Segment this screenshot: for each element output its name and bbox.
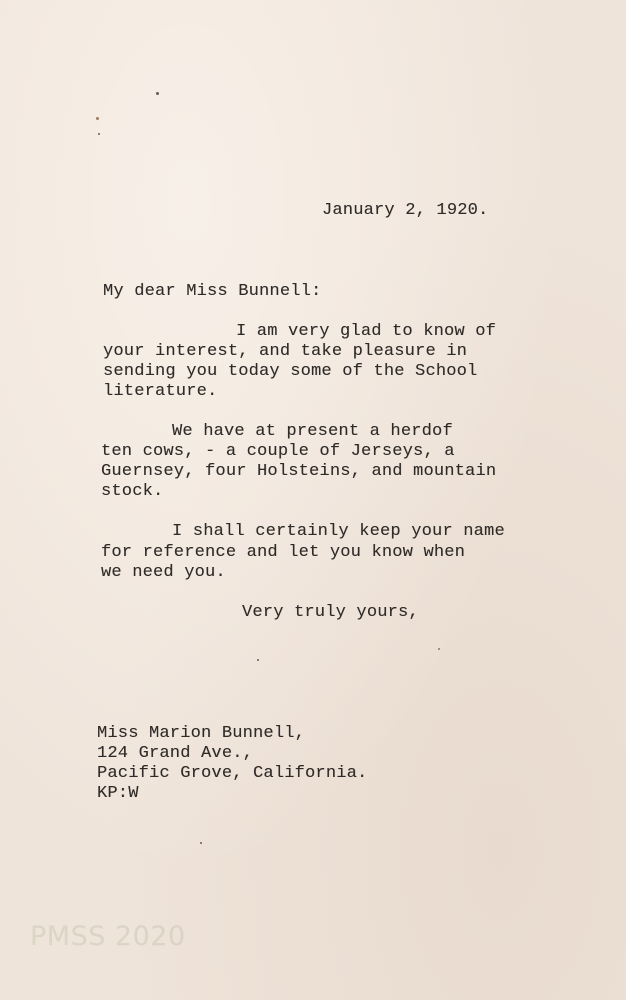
letter-date: January 2, 1920. bbox=[322, 201, 489, 220]
closing: Very truly yours, bbox=[242, 603, 419, 622]
paper-speck bbox=[96, 117, 99, 120]
paragraph-line: for reference and let you know when bbox=[101, 543, 466, 562]
paragraph-line: your interest, and take pleasure in bbox=[103, 342, 468, 361]
paper-speck bbox=[98, 133, 100, 135]
paragraph-line: We have at present a herdof bbox=[172, 422, 453, 441]
paragraph-line: I am very glad to know of bbox=[236, 322, 497, 341]
paragraph-line: we need you. bbox=[101, 563, 226, 582]
paper-speck bbox=[156, 92, 159, 95]
address-line: 124 Grand Ave., bbox=[97, 744, 254, 763]
paragraph-line: literature. bbox=[103, 382, 218, 401]
watermark: PMSS 2020 bbox=[30, 921, 186, 952]
paragraph-line: stock. bbox=[101, 482, 164, 501]
paper-speck bbox=[438, 648, 440, 650]
paper-speck bbox=[200, 842, 202, 844]
paragraph-line: sending you today some of the School bbox=[103, 362, 478, 381]
address-line: Pacific Grove, California. bbox=[97, 764, 368, 783]
paragraph-line: ten cows, - a couple of Jerseys, a bbox=[101, 442, 455, 461]
paper-speck bbox=[257, 659, 259, 661]
paragraph-line: Guernsey, four Holsteins, and mountain bbox=[101, 462, 497, 481]
address-line: Miss Marion Bunnell, bbox=[97, 724, 306, 743]
reference-initials: KP:W bbox=[97, 784, 139, 803]
salutation: My dear Miss Bunnell: bbox=[103, 282, 322, 301]
paragraph-line: I shall certainly keep your name bbox=[172, 522, 505, 541]
